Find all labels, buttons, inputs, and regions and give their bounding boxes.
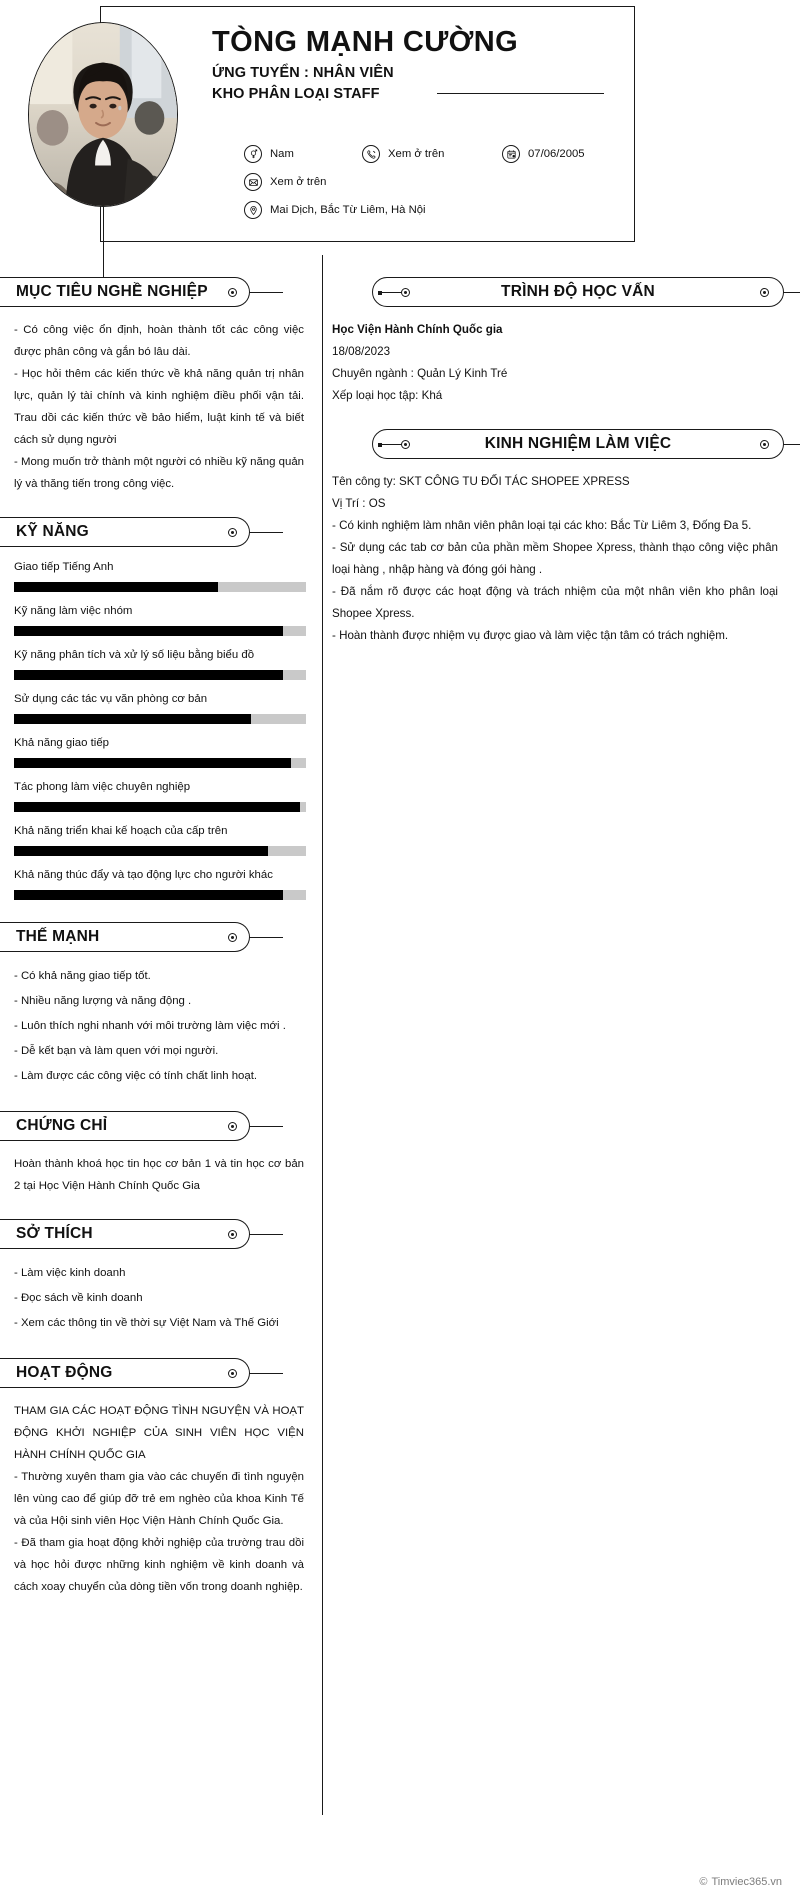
section-education-title: TRÌNH ĐỘ HỌC VẤN [501,283,655,300]
skill-bar [14,758,306,768]
education-text [330,307,784,407]
connector-line [249,1234,283,1235]
list-item: - Xem các thông tin về thời sự Việt Nam và Thế Giới [14,1317,279,1329]
skill-item [14,733,300,768]
connector-line [783,444,800,445]
list-item: - Làm việc kinh doanh [14,1267,126,1279]
connector-node-icon [228,1122,237,1131]
experience-company: Tên công ty: SKT CÔNG TU ĐỐI TÁC SHOPEE XPRESS [332,475,630,488]
experience-position: Vị Trí : OS [332,497,386,510]
section-interests-pill [0,1219,250,1249]
objective-text [0,307,308,495]
section-experience [330,429,784,647]
skill-item [14,777,300,812]
objective-paragraph: - Học hỏi thêm các kiến thức về khả năng quản trị nhân lực, quản lý tài chính và kinh nghiệm điều phối vận tải. Trau dồi các kiến thức về bảo hiểm, luật kinh tế và biết cách sử dụng người [14,368,304,446]
connector-node-icon [228,288,237,297]
section-activities [0,1358,308,1598]
section-education-pill [372,277,784,307]
section-objective-header [0,277,308,307]
interest-list [0,1249,308,1336]
calendar-icon [502,145,520,163]
experience-text [330,459,784,647]
section-activities-pill [0,1358,250,1388]
page-title: TÒNG MẠNH CƯỜNG [212,26,519,58]
skill-label: Sử dụng các tác vụ văn phòng cơ bản [14,693,208,705]
skill-label: Tác phong làm việc chuyên nghiệp [14,781,191,793]
activities-text [0,1388,308,1598]
section-skills-header [0,517,308,547]
contact-birthday [502,145,585,163]
list-item: - Luôn thích nghi nhanh với môi trường làm việc mới . [14,1020,286,1032]
skill-item [14,689,300,724]
connector-line [249,292,283,293]
section-activities-header [0,1358,308,1388]
section-certificates-title: CHỨNG CHỈ [16,1117,108,1134]
section-activities-title: HOẠT ĐỘNG [16,1364,113,1381]
envelope-icon [244,173,262,191]
profile-photo [29,23,177,206]
section-objective [0,277,308,495]
contact-row [244,196,634,224]
footer-text: Timviec365.vn [711,1876,782,1888]
skill-label: Kỹ năng làm việc nhóm [14,605,133,617]
section-strengths-title: THẾ MẠNH [16,928,100,945]
connector-node-icon [401,288,410,297]
contact-email [244,173,326,191]
list-item: - Làm được các công việc có tính chất linh hoạt. [14,1070,258,1082]
experience-bullet: - Đã nắm rõ được các hoạt động và trách nhiệm của một nhân viên kho phân loại Shopee Xpress. [332,585,778,620]
experience-bullet: - Hoàn thành được nhiệm vụ được giao và làm việc tận tâm có trách nghiệm. [332,629,729,642]
section-certificates [0,1111,308,1197]
skill-bar-fill [14,670,283,680]
section-interests-title: SỞ THÍCH [16,1225,93,1242]
skill-bar [14,670,306,680]
section-education [330,277,784,407]
contact-phone [362,145,502,163]
copyright-icon: © [699,1876,708,1888]
contact-gender [244,145,362,163]
section-certificates-header [0,1111,308,1141]
connector-node-icon [760,288,769,297]
education-major: Chuyên ngành : Quản Lý Kinh Tré [332,367,508,380]
connector-node-icon [228,1230,237,1239]
skill-bar-fill [14,714,251,724]
gender-value: Nam [270,148,294,160]
contact-row [244,168,634,196]
skill-label: Giao tiếp Tiếng Anh [14,561,114,573]
connector-node-icon [760,440,769,449]
section-interests [0,1219,308,1336]
objective-paragraph: - Mong muốn trở thành một người có nhiều kỹ năng quản lý và thăng tiến trong công việc. [14,456,304,490]
skill-bar [14,582,306,592]
connector-line [249,532,283,533]
skill-item [14,645,300,680]
right-column [330,255,800,647]
activities-headline: THAM GIA CÁC HOẠT ĐỘNG TÌNH NGUYỆN VÀ HOẠT ĐỘNG KHỞI NGHIỆP CỦA SINH VIÊN HỌC VIỆN HÀNH CHÍNH QUỐC GIA [14,1405,304,1461]
birthday-value: 07/06/2005 [528,148,585,160]
section-interests-header [0,1219,308,1249]
section-objective-pill [0,277,250,307]
list-item: - Dễ kết bạn và làm quen với mọi người. [14,1045,219,1057]
section-strengths-pill [0,922,250,952]
connector-line [249,937,283,938]
skill-item [14,601,300,636]
connector-line [783,292,800,293]
skill-bar-fill [14,802,300,812]
experience-bullet: - Có kinh nghiệm làm nhân viên phân loại tại các kho: Bắc Từ Liêm 3, Đống Đa 5. [332,519,752,532]
avatar [28,22,178,207]
skill-bar [14,802,306,812]
connector-node-icon [401,440,410,449]
skill-bar-fill [14,890,283,900]
connector-line [249,1126,283,1127]
experience-bullet: - Sử dụng các tab cơ bản của phần mềm Shopee Xpress, thành thạo công việc phân loại hàng , nhập hàng và đóng gói hàng . [332,541,778,576]
objective-paragraph: - Có công việc ổn định, hoàn thành tốt các công việc được phân công và gắn bó lâu dài. [14,324,304,358]
education-school: Học Viện Hành Chính Quốc gia [332,323,503,336]
education-grade: Xếp loại học tập: Khá [332,389,443,402]
section-strengths-header [0,922,308,952]
job-role: ỨNG TUYỂN : NHÂN VIÊN KHO PHÂN LOẠI STAFF [212,65,394,102]
strength-list [0,952,308,1089]
section-skills [0,517,308,900]
activities-paragraph: - Đã tham gia hoạt động khởi nghiệp của trường trau dồi và học hỏi được những kinh nghiệm về kinh doanh và cách xoay chuyển của dòng tiền vốn trong doanh nghiệp. [14,1537,304,1593]
connector-line [249,1373,283,1374]
list-item: - Nhiều năng lượng và năng động . [14,995,192,1007]
skill-bar [14,714,306,724]
gender-icon [244,145,262,163]
location-pin-icon [244,201,262,219]
skill-item [14,865,300,900]
skill-bar [14,890,306,900]
skill-bar-fill [14,846,268,856]
list-item: - Đọc sách về kinh doanh [14,1292,143,1304]
skill-bar-fill [14,626,283,636]
certificate-paragraph: Hoàn thành khoá học tin học cơ bản 1 và tin học cơ bản 2 tại Học Viện Hành Chính Quốc Gia [14,1158,304,1192]
avatar-ring [28,22,178,207]
list-item: - Có khả năng giao tiếp tốt. [14,970,151,982]
role-divider [437,93,604,94]
phone-icon [362,145,380,163]
address-value: Mai Dịch, Bắc Từ Liêm, Hà Nội [270,204,426,216]
skill-bar [14,626,306,636]
skill-item [14,557,300,592]
skill-bar-fill [14,582,218,592]
certificates-text [0,1141,308,1197]
connector-node-icon [228,1369,237,1378]
skill-list [0,547,308,900]
contact-address [244,201,426,219]
activities-paragraph: - Thường xuyên tham gia vào các chuyến đi tình nguyện lên vùng cao để giúp đỡ trẻ em nghèo của khoa Kinh Tế và của Hội sinh viên Học Viện Hành Chính Quốc Gia. [14,1471,304,1527]
skill-bar [14,846,306,856]
left-column [0,255,322,1598]
connector-node-icon [228,528,237,537]
section-skills-pill [0,517,250,547]
section-skills-title: KỸ NĂNG [16,523,89,540]
phone-value: Xem ở trên [388,148,445,160]
skill-label: Khả năng giao tiếp [14,737,110,749]
contact-list [244,140,634,224]
section-experience-title: KINH NGHIỆM LÀM VIỆC [484,435,672,452]
connector-node-icon [228,933,237,942]
skill-bar-fill [14,758,291,768]
skill-label: Kỹ năng phân tích và xử lý số liệu bằng biểu đồ [14,649,255,661]
section-experience-pill [372,429,784,459]
column-divider [322,255,323,1815]
skill-label: Khả năng triển khai kế hoạch của cấp trên [14,825,228,837]
section-strengths [0,922,308,1089]
skill-label: Khả năng thúc đẩy và tạo động lực cho người khác [14,869,273,881]
contact-row [244,140,634,168]
skill-item [14,821,300,856]
section-objective-title: MỤC TIÊU NGHỀ NGHIỆP [16,283,208,300]
section-certificates-pill [0,1111,250,1141]
email-value: Xem ở trên [270,176,327,188]
section-education-header [330,277,784,307]
cv-header [0,0,800,255]
footer-watermark [699,1876,782,1888]
education-date: 18/08/2023 [332,345,391,358]
section-experience-header [330,429,784,459]
